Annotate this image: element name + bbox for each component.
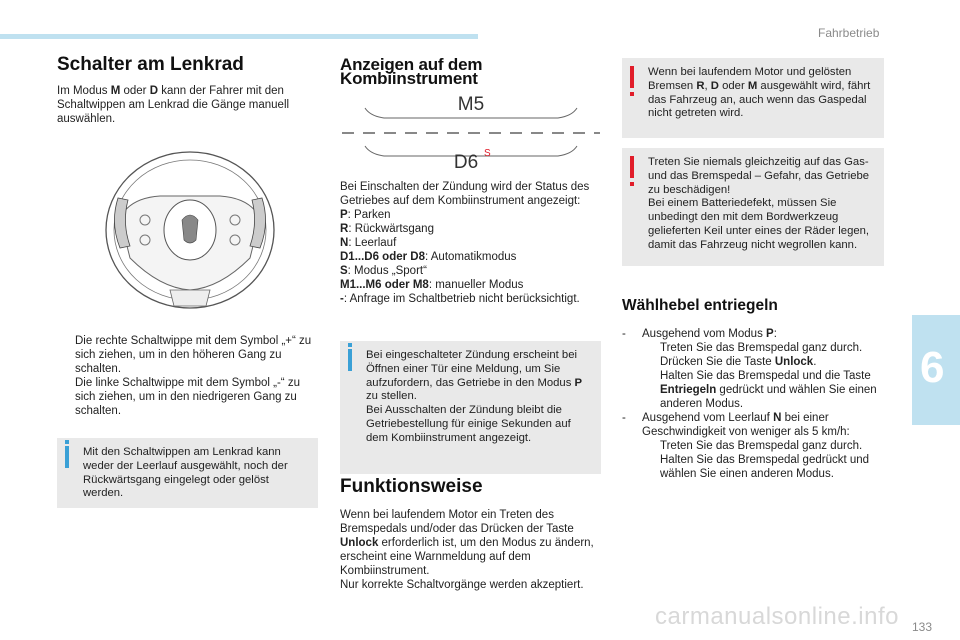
warning-icon bbox=[630, 66, 634, 88]
info-icon bbox=[348, 349, 352, 371]
middle-modes: Bei Einschalten der Zündung wird der Status des Getriebes auf dem Kombiinstrument angezeigt: P: Parken R: Rückwärtsgang N: Leerlauf D1...D6 oder D8: Automatikmodus S: Modus „Sport“ M1...M6 oder M8: manueller Modus -: Anfrage im Schaltbetrieb nicht berücksichtigt. bbox=[340, 180, 602, 306]
mode-item: N: Leerlauf bbox=[340, 237, 397, 249]
step-item: Treten Sie das Bremspedal ganz durch. bbox=[642, 439, 884, 453]
mode-item: S: Modus „Sport“ bbox=[340, 265, 427, 277]
mode-item: P: Parken bbox=[340, 209, 391, 221]
unlock-section bbox=[622, 299, 884, 481]
bullet-icon bbox=[642, 341, 660, 355]
warning-icon bbox=[630, 156, 634, 178]
left-column bbox=[57, 54, 319, 126]
bullet-icon bbox=[642, 355, 660, 369]
instrument-display-illustration bbox=[340, 88, 602, 174]
functionality-section: Funktionsweise Wenn bei laufendem Motor ein Treten des Bremspedals und/oder das Drücken der Taste Unlock erforderlich ist, um den Modus zu ändern, erscheint eine Warnmeldung auf dem Kombiinstrument. Nur korrekte Schaltvorgänge werden akzeptiert. bbox=[340, 480, 602, 592]
header-accent-bar bbox=[0, 34, 478, 39]
mode-list bbox=[340, 208, 602, 306]
mode-item: R: Rückwärtsgang bbox=[340, 223, 434, 235]
warning-box-1: Wenn bei laufendem Motor und gelösten Bremsen R, D oder M ausgewählt wird, fährt das Fahrzeug an, auch wenn das Gaspedal nicht getreten wird. bbox=[622, 58, 884, 138]
section-title-waehlhebel: Wählhebel entriegeln bbox=[622, 297, 778, 314]
section-title-kombiinstrument: Anzeigen auf dem Kombiinstrument bbox=[340, 55, 483, 88]
mode-item: M1...M6 oder M8: manueller Modus bbox=[340, 279, 524, 291]
step-item: Treten Sie das Bremspedal ganz durch. bbox=[642, 341, 884, 355]
bullet-icon bbox=[57, 376, 75, 418]
list-item: - Ausgehend vom Modus P: bbox=[622, 328, 777, 340]
step-item: Halten Sie das Bremspedal und die Taste Entriegeln gedrückt und wählen Sie einen anderen Modus. bbox=[642, 369, 884, 411]
chapter-tab bbox=[912, 315, 960, 425]
warning-box-2: Treten Sie niemals gleichzeitig auf das Gas- und das Bremspedal – Gefahr, das Getriebe zu beschädigen! Bei einem Batteriedefekt, müssen Sie unbedingt den mit dem Bordwerkzeug gelieferten Keil unter eines der Räder legen, damit das Fahrzeug nicht wegrollen kann. bbox=[622, 148, 884, 266]
display-sport-indicator: S bbox=[484, 148, 491, 159]
section-title-funktionsweise: Funktionsweise bbox=[340, 476, 483, 497]
bullet-icon bbox=[642, 453, 660, 481]
bullet-icon bbox=[642, 439, 660, 453]
chapter-number: 6 bbox=[920, 343, 945, 392]
info-box-left: Mit den Schaltwippen am Lenkrad kann weder der Leerlauf ausgewählt, noch der Rückwärtsgang eingelegt oder gelöst werden. bbox=[57, 438, 318, 508]
mode-item: D1...D6 oder D8: Automatikmodus bbox=[340, 251, 517, 263]
bullet-icon bbox=[642, 369, 660, 411]
bullet-icon bbox=[57, 334, 75, 376]
watermark: carmanualsonline.info bbox=[655, 603, 899, 630]
mode-item: -: Anfrage im Schaltbetrieb nicht berücksichtigt. bbox=[340, 293, 580, 305]
info-box-middle: Bei eingeschalteter Zündung erscheint bei Öffnen einer Tür eine Meldung, um Sie aufzufordern, das Getriebe in den Modus P zu stellen. Bei Ausschalten der Zündung bleibt die Getriebestellung für einige Sekunden auf dem Kombiinstrument angezeigt. bbox=[340, 341, 601, 474]
middle-column bbox=[340, 55, 602, 88]
display-d6: D6 bbox=[453, 152, 479, 173]
bullet-item: Die linke Schaltwippe mit dem Symbol „-“ zu sich ziehen, um in den niedrigeren Gang zu schalten. bbox=[57, 376, 319, 418]
left-bullets bbox=[57, 334, 319, 418]
intro-paragraph: Im Modus M oder D kann der Fahrer mit den Schaltwippen am Lenkrad die Gänge manuell auswählen. bbox=[57, 85, 290, 125]
list-item: - Ausgehend vom Leerlauf N bei einer Geschwindigkeit von weniger als 5 km/h: bbox=[622, 412, 850, 438]
display-m5: M5 bbox=[457, 94, 485, 115]
info-icon bbox=[65, 446, 69, 468]
steering-wheel-illustration bbox=[100, 148, 280, 318]
bullet-item: Die rechte Schaltwippe mit dem Symbol „+“ zu sich ziehen, um in den höheren Gang zu schalten. bbox=[57, 334, 319, 376]
step-item: Halten Sie das Bremspedal gedrückt und wählen Sie einen anderen Modus. bbox=[642, 453, 884, 481]
page-number: 133 bbox=[912, 620, 933, 634]
chapter-title: Fahrbetrieb bbox=[818, 26, 880, 40]
step-item: Drücken Sie die Taste Unlock. bbox=[642, 355, 884, 369]
section-title-lenkrad: Schalter am Lenkrad bbox=[57, 54, 244, 75]
